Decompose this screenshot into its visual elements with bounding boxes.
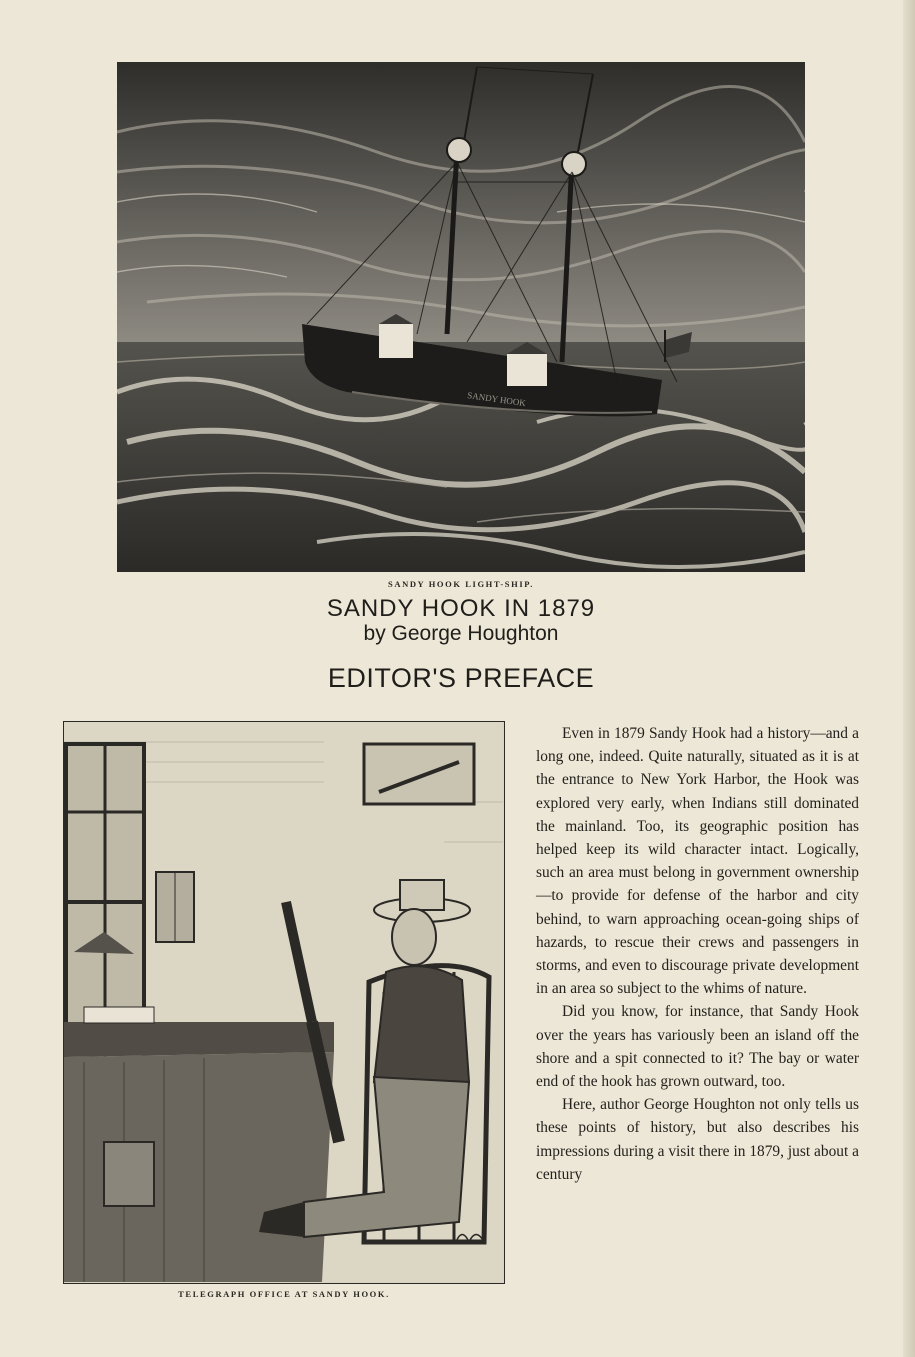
preface-text [536,722,859,1186]
article-title: SANDY HOOK IN 1879 [326,595,596,622]
telegraph-office-illustration [63,721,505,1284]
telegraph-caption: TELEGRAPH OFFICE AT SANDY HOOK. [178,1289,390,1299]
paragraph: Even in 1879 Sandy Hook had a history—and a long one, indeed. Quite naturally, situated as it is at the entrance to New York Harbor, the Hook was explored very early, when Indians still dominated the mainland. Too, its geographic position has helped keep its wild character intact. Logically, such an area must belong in government ownership—to provide for defense of the harbor and city behind, to warn approaching ocean-going ships of hazards, to rescue their crews and passengers in storms, and even to discourage private development in an area so subject to the whims of nature. [536,725,859,998]
lightship-illustration [117,62,805,572]
article-byline: by George Houghton [363,622,559,645]
lightship-caption: SANDY HOOK LIGHT-SHIP. [388,579,534,589]
hull-lettering: SANDY HOOK [466,390,527,409]
page-edge [903,0,915,1357]
section-heading: EDITOR'S PREFACE [327,663,595,693]
paragraph: Here, author George Houghton not only tells us these points of history, but also describes his impressions during a visit there in 1879, just about a century [536,1096,859,1183]
paragraph: Did you know, for instance, that Sandy Hook over the years has variously been an island off the shore and a spit connected to it? The bay or water end of the hook has grown outward, too. [536,1003,859,1091]
